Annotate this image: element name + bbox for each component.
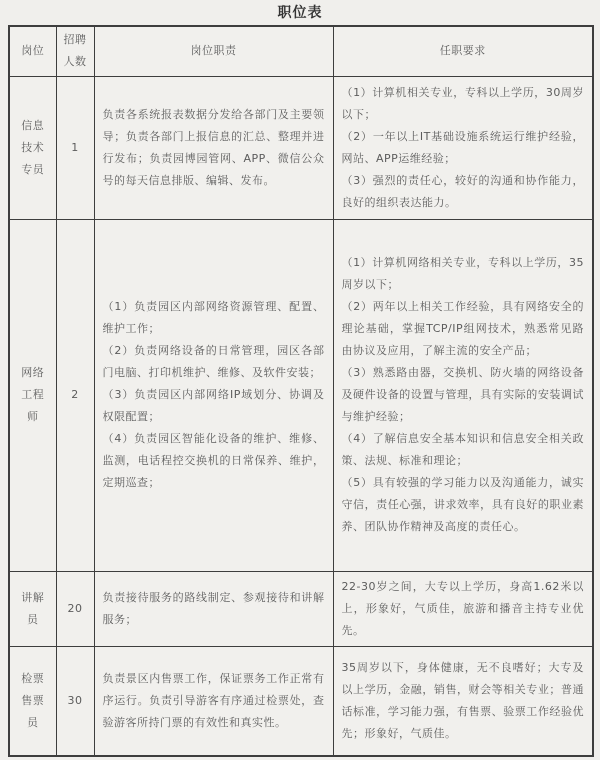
duty-paragraph: （1）负责园区内部网络资源管理、配置、维护工作； — [102, 300, 325, 335]
requirements-cell — [333, 646, 593, 756]
requirement-paragraph: （5）具有较强的学习能力以及沟通能力，诚实守信，责任心强，讲求效率，具有良好的职业素养、团队协作精神及高度的责任心。 — [341, 476, 584, 533]
requirements-cell — [333, 219, 593, 571]
table-row — [9, 219, 593, 571]
duty-paragraph: （3）负责园区内部网络IP域划分、协调及权限配置； — [102, 388, 325, 423]
duties-cell — [94, 219, 333, 571]
position-name: 检票售票员 — [9, 646, 56, 756]
position-name: 网络工程师 — [9, 219, 56, 571]
requirement-paragraph: 22-30岁之间，大专以上学历，身高1.62米以上，形象好，气质佳，旅游和播音主持专业优先。 — [341, 579, 584, 637]
duty-paragraph: 负责接待服务的路线制定、参观接待和讲解服务； — [102, 590, 325, 626]
duty-paragraph: 负责景区内售票工作，保证票务工作正常有序运行。负责引导游客有序通过检票处，查验游客所持门票的有效性和真实性。 — [102, 671, 325, 729]
requirement-paragraph: （2）一年以上IT基础设施系统运行维护经验，网站、APP运维经验； — [341, 129, 584, 165]
requirement-paragraph: （1）计算机相关专业，专科以上学历，30周岁以下； — [341, 85, 584, 121]
duty-paragraph: 负责各系统报表数据分发给各部门及主要领导；负责各部门上报信息的汇总、整理并进行发布；负责园博园管网、APP、微信公众号的每天信息排版、编辑、发布。 — [102, 107, 325, 187]
position-name: 讲解员 — [9, 571, 56, 646]
header-recruit-count: 招聘人数 — [56, 26, 94, 76]
requirements-cell — [333, 76, 593, 219]
requirement-paragraph: （1）计算机网络相关专业，专科以上学历，35周岁以下； — [341, 256, 584, 291]
requirements-cell — [333, 571, 593, 646]
header-requirements: 任职要求 — [333, 26, 593, 76]
recruit-count: 20 — [56, 571, 94, 646]
table-row — [9, 646, 593, 756]
header-position: 岗位 — [9, 26, 56, 76]
duties-cell — [94, 571, 333, 646]
header-duties: 岗位职责 — [94, 26, 333, 76]
requirement-paragraph: （3）强烈的责任心，较好的沟通和协作能力，良好的组织表达能力。 — [341, 173, 584, 209]
job-position-table — [8, 25, 594, 757]
duties-cell — [94, 76, 333, 219]
duty-paragraph: （2）负责网络设备的日常管理，园区各部门电脑、打印机维护、维修、及软件安装； — [102, 344, 325, 379]
table-row — [9, 571, 593, 646]
position-name: 信息技术专员 — [9, 76, 56, 219]
duties-cell — [94, 646, 333, 756]
recruit-count: 2 — [56, 219, 94, 571]
requirement-paragraph: （2）两年以上相关工作经验，具有网络安全的理论基础，掌握TCP/IP组网技术，熟悉常见路由协议及应用，了解主流的安全产品； — [341, 300, 584, 357]
requirement-paragraph: 35周岁以下，身体健康，无不良嗜好；大专及以上学历，金融，销售，财会等相关专业；普通话标准，学习能力强，有售票、验票工作经验优先；形象好，气质佳。 — [341, 660, 584, 740]
recruit-count: 30 — [56, 646, 94, 756]
table-row — [9, 76, 593, 219]
recruit-count: 1 — [56, 76, 94, 219]
requirement-paragraph: （3）熟悉路由器，交换机、防火墙的网络设备及硬件设备的设置与管理，具有实际的安装调试与维护经验； — [341, 366, 584, 423]
table-header-row — [9, 26, 593, 76]
page-title: 职位表 — [277, 5, 323, 21]
duty-paragraph: （4）负责园区智能化设备的维护、维修、监测，电话程控交换机的日常保养、维护，定期巡查； — [102, 432, 325, 489]
requirement-paragraph: （4）了解信息安全基本知识和信息安全相关政策、法规、标准和理论； — [341, 432, 584, 467]
